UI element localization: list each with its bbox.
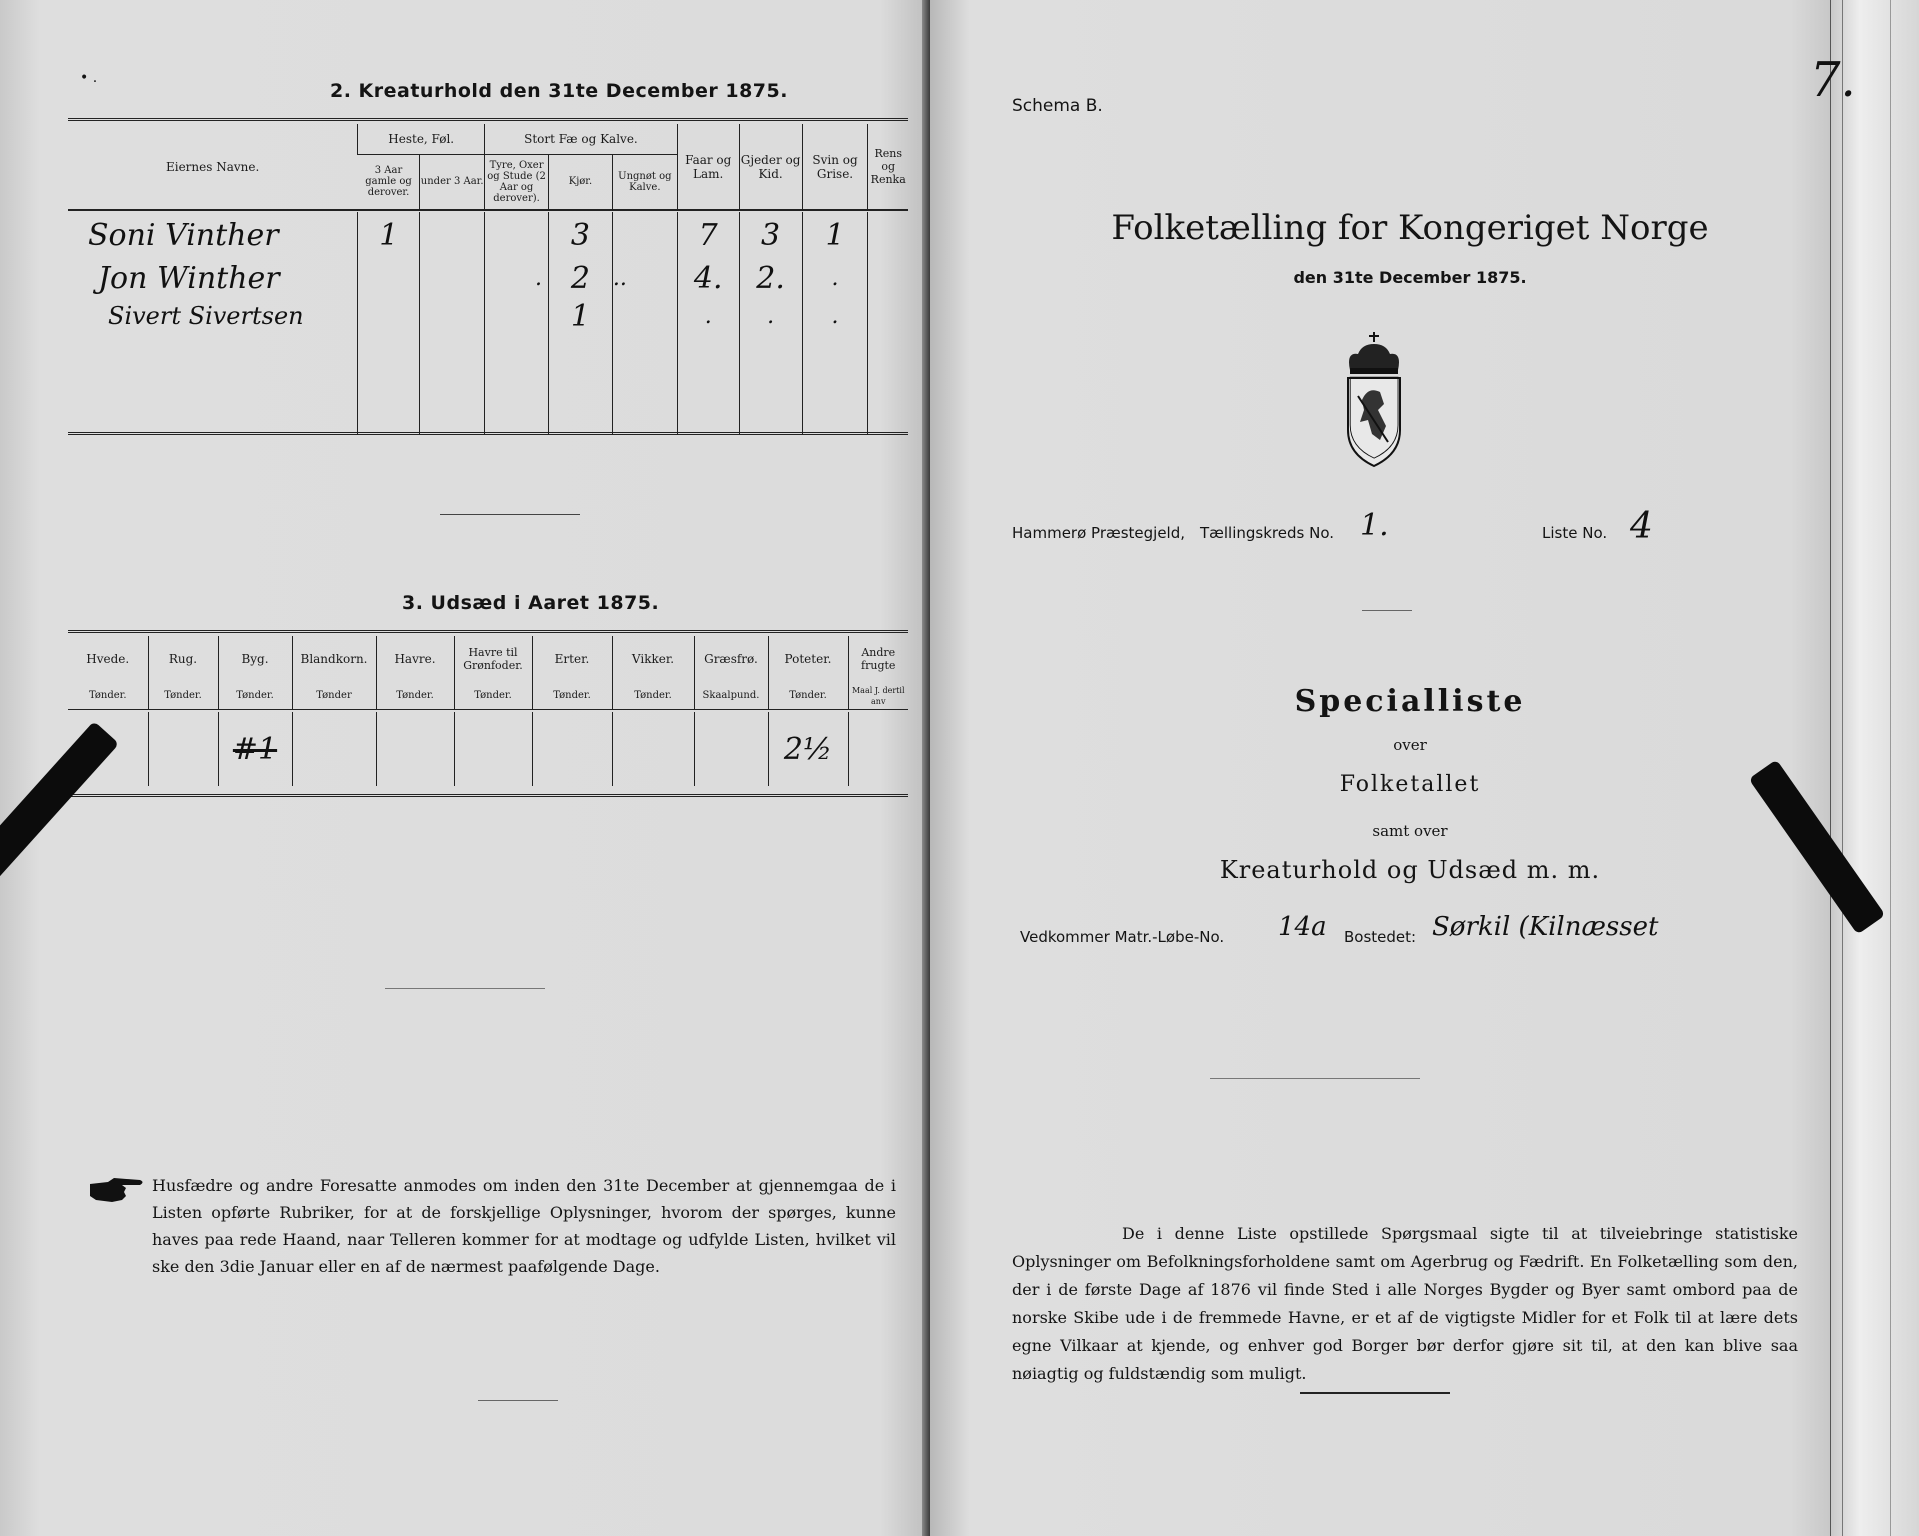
- pigs-header: Svin og Grise.: [802, 124, 868, 210]
- col-header: Havre til Grønfoder.: [454, 636, 532, 682]
- page-marker-left: [0, 721, 119, 885]
- unit-label: Tønder.: [148, 682, 218, 709]
- sowing-value: [148, 712, 218, 786]
- right-page: [930, 0, 1919, 1536]
- bulls-value: [485, 212, 549, 258]
- horses-old-value: 1: [358, 212, 420, 258]
- separator-line: [478, 1400, 558, 1401]
- cows-value: 3: [549, 212, 613, 258]
- unit-label: Tønder: [292, 682, 376, 709]
- table3-bottom-rule: [68, 794, 908, 797]
- sheep-value: 4.: [677, 258, 739, 298]
- horses-old-value: [358, 258, 420, 298]
- goats-header: Gjeder og Kid.: [739, 124, 802, 210]
- horses-header: Heste, Føl.: [358, 124, 485, 154]
- reindeer-header: Rens og Renka: [868, 124, 908, 210]
- page-edge: [1890, 0, 1891, 1536]
- page-number: 7.: [1810, 52, 1856, 108]
- list-label: Liste No.: [1542, 524, 1608, 542]
- district-label: Tællingskreds No.: [1200, 524, 1334, 542]
- census-title: Folketælling for Kongeriget Norge: [1111, 208, 1709, 248]
- bulls-value: .: [485, 258, 549, 298]
- young-value: [612, 298, 677, 334]
- goats-value: 2.: [739, 258, 802, 298]
- unit-label: Tønder.: [88, 690, 127, 702]
- col-header: Rug.: [148, 636, 218, 682]
- separator-line: [1362, 610, 1412, 611]
- section2-title: 2. Kreaturhold den 31te December 1875.: [330, 80, 788, 102]
- over-text: over: [1393, 736, 1427, 754]
- owner-name: Soni Vinther: [88, 217, 279, 253]
- sowing-value: [454, 712, 532, 786]
- schema-label: Schema B.: [1012, 96, 1103, 116]
- unit-label: Tønder.: [532, 682, 612, 709]
- district-value: 1.: [1360, 508, 1389, 543]
- col-header: Blandkorn.: [292, 636, 376, 682]
- unit-label: Tønder.: [612, 682, 694, 709]
- col-header: Græsfrø.: [694, 636, 768, 682]
- sowing-value: 2½: [768, 712, 848, 786]
- matr-label: Vedkommer Matr.-Løbe-No.: [1020, 928, 1225, 946]
- sheep-header: Faar og Lam.: [677, 124, 739, 210]
- separator-line: [1210, 1078, 1420, 1079]
- table-row: [68, 298, 908, 334]
- unit-label: Maal J. dertil anv: [848, 682, 908, 709]
- pointing-hand-icon: [88, 1176, 146, 1204]
- young-cattle-header: Ungnøt og Kalve.: [612, 154, 677, 210]
- parish-label: Hammerø Præstegjeld,: [1012, 524, 1186, 542]
- table3-top-rule: [68, 630, 908, 633]
- col-header: Byg.: [218, 636, 292, 682]
- horses-old-header: 3 Aar gamle og derover.: [365, 165, 412, 199]
- horses-old-value: [358, 298, 420, 334]
- coat-of-arms-icon: [1338, 330, 1410, 470]
- pigs-value: .: [802, 258, 868, 298]
- col-header: Andre frugte: [848, 636, 908, 682]
- page-edge: [1842, 0, 1843, 1536]
- owner-header: Eiernes Navne.: [165, 159, 260, 174]
- page-marker-right: [1749, 759, 1886, 934]
- cows-value: 2: [549, 258, 613, 298]
- sowing-value: [532, 712, 612, 786]
- cows-value: 1: [549, 298, 613, 334]
- horses-young-header: under 3 Aar.: [420, 154, 485, 210]
- sowing-table: [68, 636, 908, 786]
- sowing-value: [376, 712, 454, 786]
- page-marks: • .: [80, 70, 98, 86]
- sowing-value: #1: [218, 712, 292, 786]
- sowing-value: [292, 712, 376, 786]
- col-header: Hvede.: [86, 652, 130, 667]
- col-header: Havre.: [376, 636, 454, 682]
- separator-line: [385, 988, 545, 989]
- separator-line: [440, 514, 580, 515]
- sowing-value: [694, 712, 768, 786]
- table-row: [68, 212, 908, 258]
- sowing-value: [612, 712, 694, 786]
- census-date: den 31te December 1875.: [1293, 268, 1527, 287]
- owner-name: Sivert Sivertsen: [108, 302, 304, 330]
- table-row: [68, 334, 908, 434]
- unit-label: Skaalpund.: [694, 682, 768, 709]
- unit-label: Tønder.: [376, 682, 454, 709]
- list-value: 4: [1630, 506, 1653, 547]
- notice-text: Husfædre og andre Foresatte anmodes om inden den 31te December at gjennemgaa de i Listen opførte Rubriker, for at de forskjellige Oplysninger, hvorom der spørges, kunne haves paa rede Haand, naar Telleren kommer for at modtage og udfylde Listen, hvilket vil ske den 3die Januar eller en af de nærmest paafølgende Dage.: [152, 1176, 896, 1276]
- pigs-value: 1: [802, 212, 868, 258]
- samt-over-text: samt over: [1372, 822, 1448, 840]
- folketallet-text: Folketallet: [1339, 772, 1481, 797]
- sheep-value: 7: [677, 212, 739, 258]
- sowing-value: [848, 712, 908, 786]
- table-row: [68, 258, 908, 298]
- closing-text: De i denne Liste opstillede Spørgsmaal sigte til at tilveiebringe statistiske Oplysninger om Befolkningsforholdene samt om Agerbrug og Fædrift. En Folketælling som den, der i de første Dage af 1876 vil finde Sted i alle Norges Bygder og Byer samt ombord paa de norske Skibe ude i de fremmede Havne, er et af de vigtigste Midler for et Folk til at lære dets egne Vilkaar at kjende, og enhver god Borger bør derfor gjøre sit til, at den kan blive saa nøiagtig og fuldstændig som muligt.: [1012, 1224, 1798, 1383]
- unit-label: Tønder.: [768, 682, 848, 709]
- special-list-title: Specialliste: [1294, 684, 1526, 719]
- cattle-header: Stort Fæ og Kalve.: [485, 124, 678, 154]
- bulls-value: [485, 298, 549, 334]
- col-header: Poteter.: [768, 636, 848, 682]
- bulls-header: Tyre, Oxer og Stude (2 Aar og derover).: [485, 154, 549, 210]
- table2-top-rule: [68, 118, 908, 121]
- pigs-value: .: [802, 298, 868, 334]
- sheep-value: .: [677, 298, 739, 334]
- livestock-table: [68, 124, 908, 434]
- section3-title: 3. Udsæd i Aaret 1875.: [402, 592, 660, 614]
- bosted-label: Bostedet:: [1344, 928, 1417, 946]
- goats-value: .: [739, 298, 802, 334]
- kreaturhold-text: Kreaturhold og Udsæd m. m.: [1219, 856, 1601, 884]
- unit-label: Tønder.: [218, 682, 292, 709]
- bosted-value: Sørkil (Kilnæsset: [1432, 912, 1659, 942]
- unit-label: Tønder.: [454, 682, 532, 709]
- left-page: [0, 0, 930, 1536]
- col-header: Erter.: [532, 636, 612, 682]
- goats-value: 3: [739, 212, 802, 258]
- owner-name: Jon Winther: [98, 260, 280, 296]
- separator-line: [1300, 1392, 1450, 1394]
- table-row: [68, 712, 908, 786]
- page-edge: [1830, 0, 1831, 1536]
- cows-header: Kjør.: [549, 154, 613, 210]
- young-value: [612, 212, 677, 258]
- young-value: ..: [612, 258, 677, 298]
- matr-value: 14a: [1278, 912, 1327, 942]
- col-header: Vikker.: [612, 636, 694, 682]
- table2-bottom-rule: [68, 432, 908, 435]
